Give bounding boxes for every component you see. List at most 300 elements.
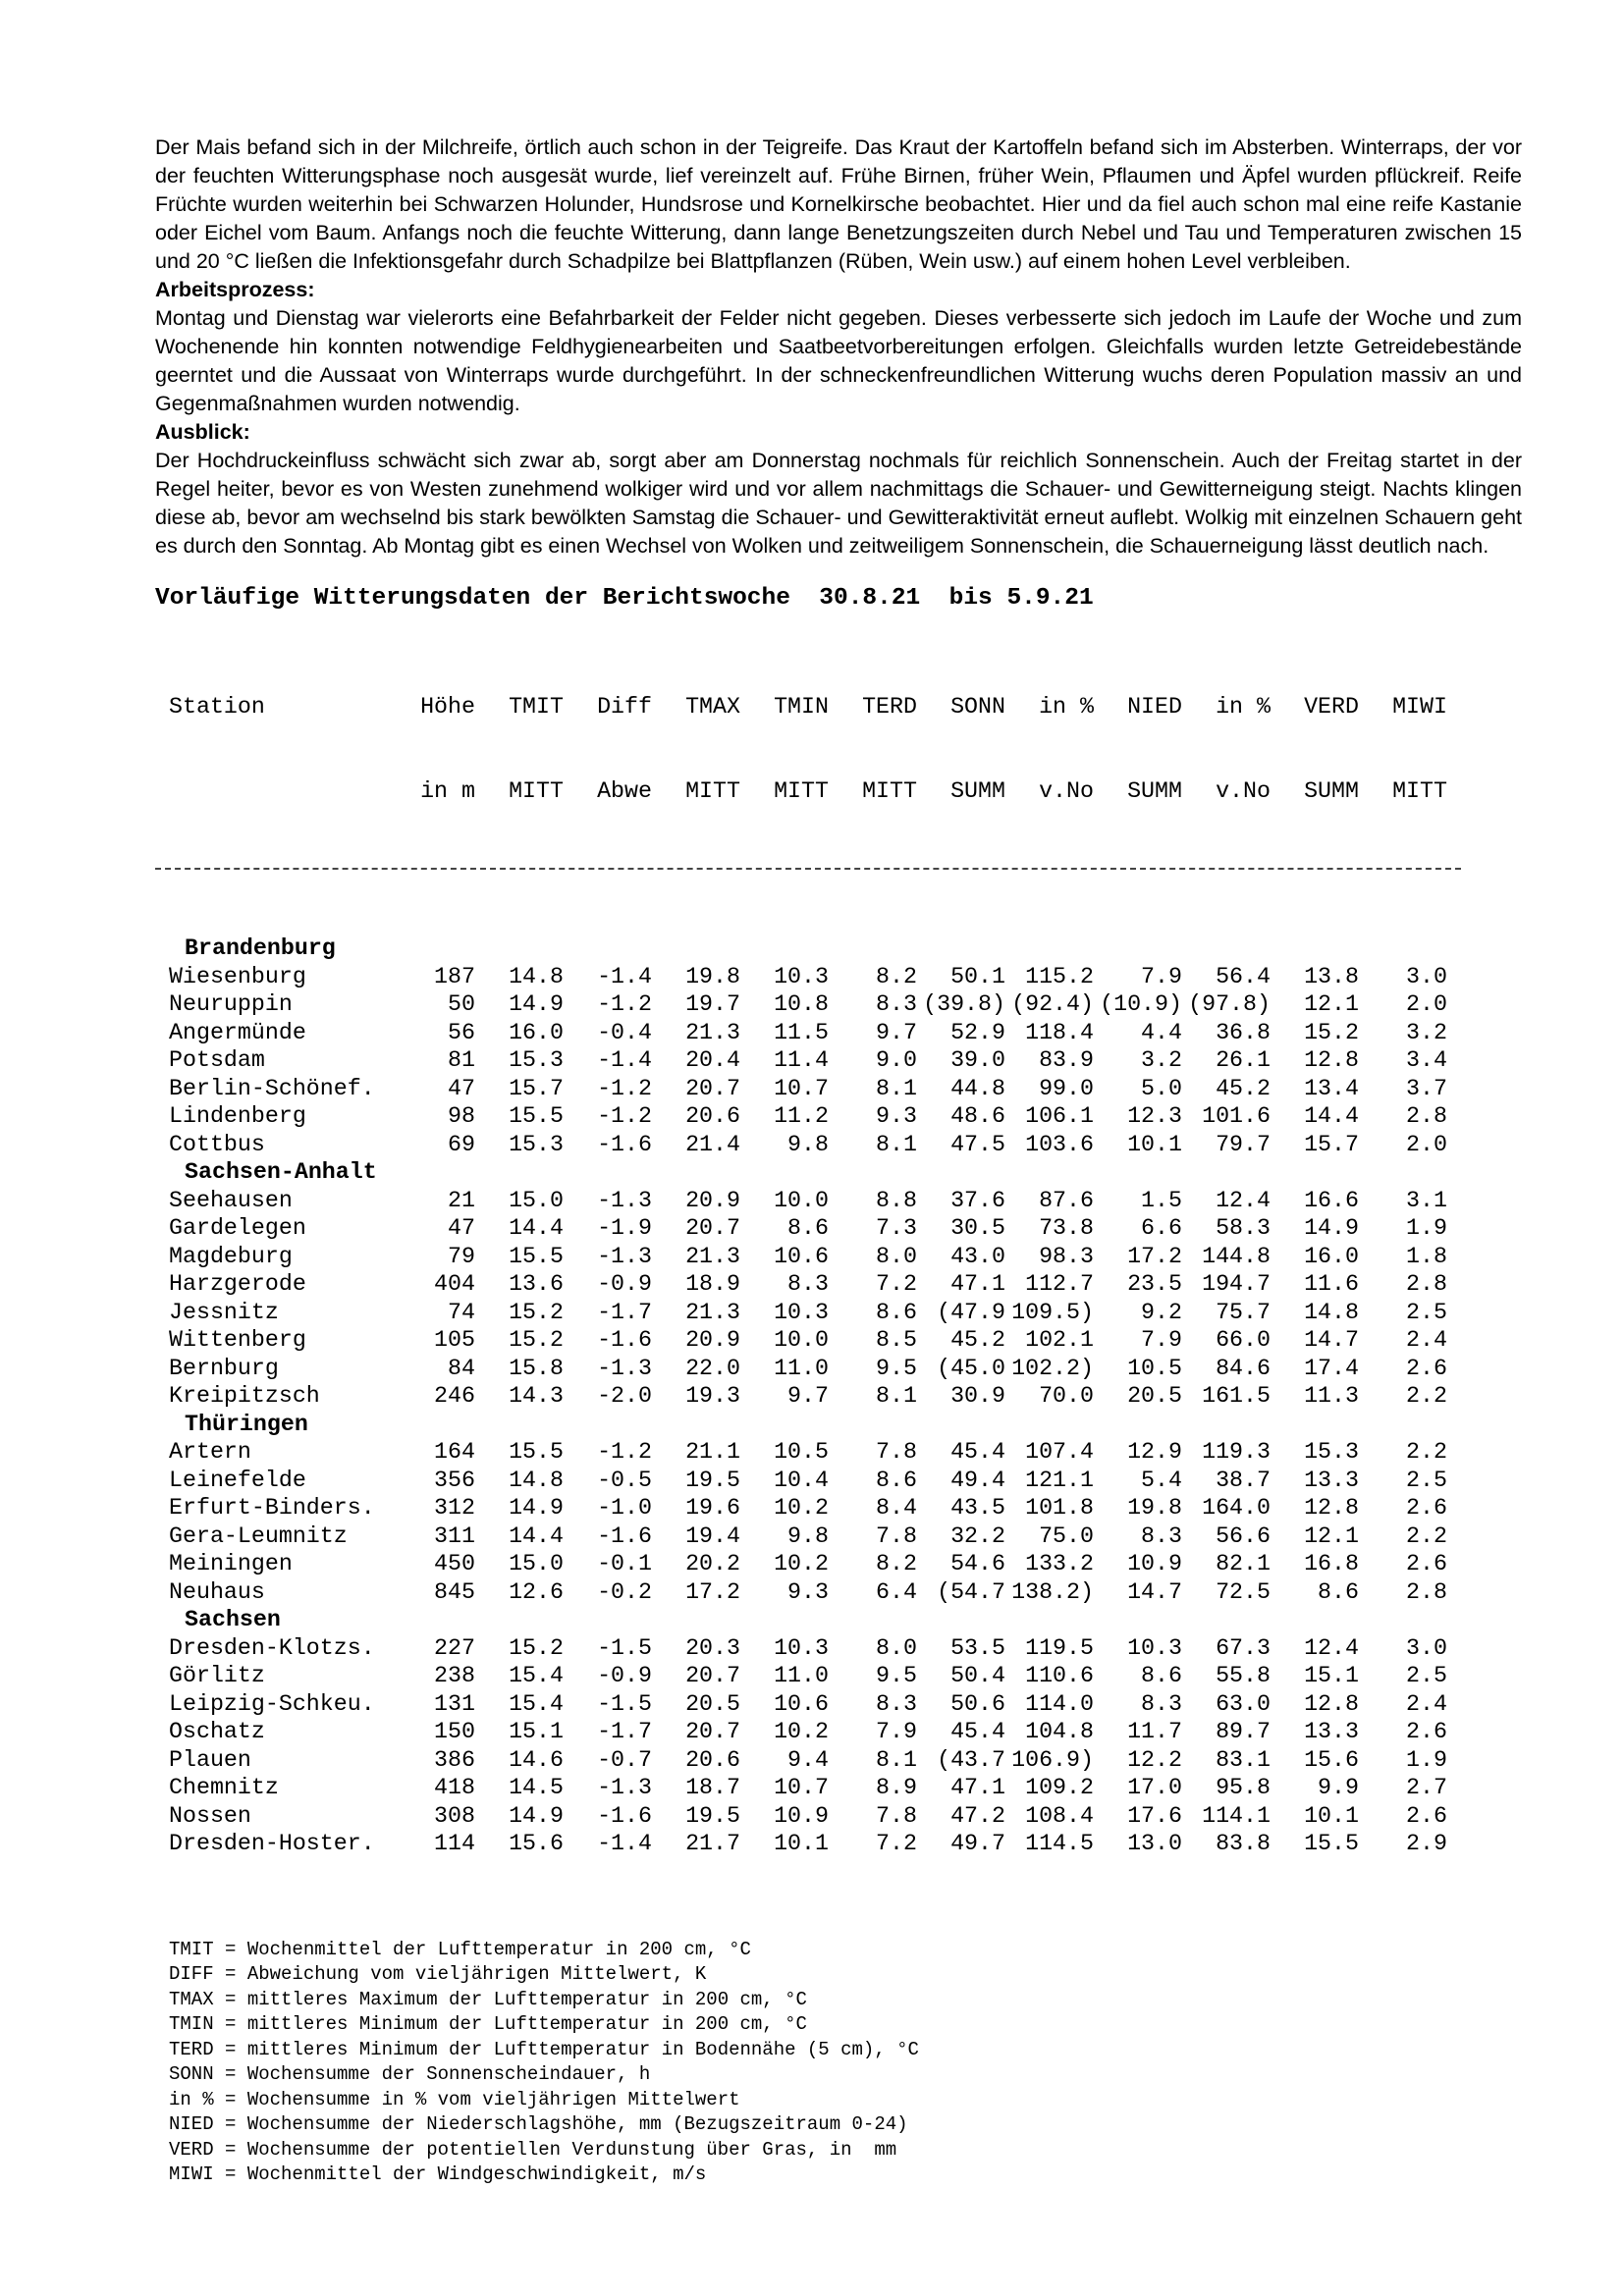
table-cell: 87.6 [1039, 1187, 1094, 1213]
table-cell: 49.4 [950, 1467, 1005, 1493]
table-cell: 10.1 [1127, 1131, 1182, 1157]
region-heading: Thüringen [185, 1411, 308, 1437]
table-cell: 5.4 [1141, 1467, 1182, 1493]
table-cell: 7.8 [876, 1522, 917, 1549]
table-cell: 8.1 [876, 1131, 917, 1157]
table-cell: 227 [434, 1634, 475, 1661]
table-cell: 386 [434, 1746, 475, 1773]
table-row [155, 1382, 1522, 1411]
table-row [155, 1774, 1522, 1802]
table-cell: 15.4 [509, 1690, 564, 1717]
table-cell: 8.3 [1141, 1690, 1182, 1717]
table-header-row-2 [155, 777, 1522, 806]
table-cell: 2.9 [1406, 1831, 1447, 1856]
table-cell: 8.6 [787, 1215, 829, 1241]
legend-item: SONN = Wochensumme der Sonnenscheindauer, h [169, 2063, 651, 2085]
table-cell: (45.0 [937, 1355, 1005, 1381]
station-name: Neuhaus [169, 1578, 265, 1605]
table-cell: -1.5 [597, 1690, 652, 1717]
table-cell: 21.1 [685, 1439, 740, 1465]
station-name: Nossen [169, 1802, 251, 1829]
column-header: MITT [862, 777, 917, 804]
table-cell: 15.5 [509, 1103, 564, 1129]
table-cell: 47.1 [950, 1271, 1005, 1297]
table-cell: 15.0 [509, 1551, 564, 1576]
table-cell: 3.0 [1406, 963, 1447, 989]
table-cell: 110.6 [1025, 1663, 1094, 1688]
table-cell: -1.4 [597, 1047, 652, 1073]
table-cell: 19.6 [685, 1495, 740, 1521]
table-cell: 56.4 [1216, 963, 1271, 989]
station-name: Leipzig-Schkeu. [169, 1690, 375, 1717]
table-cell: 2.6 [1406, 1802, 1447, 1829]
table-cell: 12.8 [1304, 1047, 1359, 1073]
table-cell: 114.5 [1025, 1831, 1094, 1856]
table-cell: 12.1 [1304, 1522, 1359, 1549]
table-cell: -1.2 [597, 991, 652, 1017]
table-cell: 15.3 [509, 1047, 564, 1073]
table-cell: 19.8 [685, 963, 740, 989]
table-cell: 15.1 [1304, 1663, 1359, 1688]
table-cell: 20.2 [685, 1551, 740, 1576]
table-cell: -1.7 [597, 1299, 652, 1325]
table-cell: 112.7 [1025, 1271, 1094, 1297]
table-cell: 8.3 [1141, 1522, 1182, 1549]
table-cell: 19.5 [685, 1467, 740, 1493]
table-cell: 17.2 [1127, 1243, 1182, 1269]
table-cell: 121.1 [1025, 1467, 1094, 1493]
table-cell: 161.5 [1202, 1383, 1271, 1409]
table-cell: 10.8 [774, 991, 829, 1017]
table-cell: 47 [448, 1075, 475, 1101]
table-cell: 9.5 [876, 1663, 917, 1688]
table-cell: 418 [434, 1775, 475, 1800]
station-name: Plauen [169, 1746, 251, 1773]
table-cell: 8.2 [876, 963, 917, 989]
table-cell: 103.6 [1025, 1131, 1094, 1157]
table-cell: 17.4 [1304, 1355, 1359, 1381]
table-cell: 7.2 [876, 1831, 917, 1856]
column-header: TERD [862, 694, 917, 720]
table-cell: 404 [434, 1271, 475, 1297]
table-cell: -1.6 [597, 1131, 652, 1157]
table-cell: 9.4 [787, 1746, 829, 1773]
legend-item: TMIT = Wochenmittel der Lufttemperatur in 200 cm, °C [169, 1938, 751, 1960]
table-cell: 10.7 [774, 1075, 829, 1101]
table-cell: 74 [448, 1299, 475, 1325]
table-cell: 20.7 [685, 1215, 740, 1241]
table-cell: 75.7 [1216, 1299, 1271, 1325]
table-cell: (10.9) [1100, 991, 1182, 1017]
table-cell: 16.0 [509, 1019, 564, 1045]
table-cell: 2.6 [1406, 1495, 1447, 1521]
table-cell: 2.8 [1406, 1578, 1447, 1605]
table-cell: 72.5 [1216, 1578, 1271, 1605]
table-cell: 8.2 [876, 1551, 917, 1576]
table-cell: -1.6 [597, 1327, 652, 1353]
table-cell: 12.9 [1127, 1439, 1182, 1465]
legend [155, 1938, 1522, 2188]
table-cell: 44.8 [950, 1075, 1005, 1101]
table-cell: 11.2 [774, 1103, 829, 1129]
table-cell: 10.2 [774, 1495, 829, 1521]
table-cell: (97.8) [1188, 991, 1271, 1017]
table-cell: 8.5 [876, 1327, 917, 1353]
table-cell: 15.7 [1304, 1131, 1359, 1157]
table-cell: 1.8 [1406, 1243, 1447, 1269]
table-cell: 15.6 [509, 1831, 564, 1856]
table-cell: 20.3 [685, 1634, 740, 1661]
table-cell: 21.4 [685, 1131, 740, 1157]
table-cell: 10.3 [774, 963, 829, 989]
table-cell: 10.0 [774, 1327, 829, 1353]
station-name: Chemnitz [169, 1775, 279, 1800]
region-heading: Sachsen-Anhalt [185, 1159, 377, 1185]
table-cell: 14.8 [509, 1467, 564, 1493]
column-header: NIED [1127, 694, 1182, 720]
table-cell: -1.3 [597, 1775, 652, 1800]
table-cell: 2.8 [1406, 1271, 1447, 1297]
table-cell: 101.6 [1202, 1103, 1271, 1129]
table-cell: 83.9 [1039, 1047, 1094, 1073]
table-cell: 102.1 [1025, 1327, 1094, 1353]
table-cell: 8.9 [876, 1775, 917, 1800]
table-cell: 19.8 [1127, 1495, 1182, 1521]
table-cell: 70.0 [1039, 1383, 1094, 1409]
table-cell: 45.4 [950, 1719, 1005, 1744]
legend-item: in % = Wochensumme in % vom vieljährigen Mittelwert [169, 2088, 740, 2110]
table-cell: 8.6 [876, 1299, 917, 1325]
table-cell: 14.5 [509, 1775, 564, 1800]
table-cell: 119.5 [1025, 1634, 1094, 1661]
table-cell: 150 [434, 1719, 475, 1744]
table-cell: 10.0 [774, 1187, 829, 1213]
table-cell: -2.0 [597, 1383, 652, 1409]
table-cell: 15.2 [509, 1327, 564, 1353]
table-cell: 238 [434, 1663, 475, 1688]
table-cell: 10.6 [774, 1690, 829, 1717]
table-cell: 15.2 [1304, 1019, 1359, 1045]
column-header: MIWI [1392, 694, 1447, 720]
table-cell: 11.6 [1304, 1271, 1359, 1297]
outlook-paragraph: Der Hochdruckeinfluss schwächt sich zwar ab, sorgt aber am Donnerstag nochmals für reichlich Sonnenschein. Auch der Freitag startet in der Regel heiter, bevor es von Westen zunehmend wolkiger wird und vor allem nachmittags die Schauer- und Gewitterneigung steigt. Nachts klingen diese ab, bevor am wechselnd bis stark bewölkten Samstag die Schauer- und Gewitteraktivität erneut auflebt. Wolkig mit einzelnen Schauern geht es durch den Sonntag. Ab Montag gibt es einen Wechsel von Wolken und zeitweiligem Sonnenschein, die Schauerneigung lässt deutlich nach. [155, 449, 1522, 558]
table-cell: 8.6 [1141, 1663, 1182, 1688]
station-name: Erfurt-Binders. [169, 1495, 375, 1521]
table-cell: 2.4 [1406, 1690, 1447, 1717]
table-cell: 95.8 [1216, 1775, 1271, 1800]
station-name: Wiesenburg [169, 963, 306, 989]
table-cell: 356 [434, 1467, 475, 1493]
table-cell: 47.1 [950, 1775, 1005, 1800]
table-cell: 109.2 [1025, 1775, 1094, 1800]
table-cell: 131 [434, 1690, 475, 1717]
table-cell: 20.4 [685, 1047, 740, 1073]
table-cell: (47.9 [937, 1299, 1005, 1325]
table-cell: 20.5 [1127, 1383, 1182, 1409]
table-cell: -1.4 [597, 963, 652, 989]
table-cell: 13.3 [1304, 1467, 1359, 1493]
table-cell: 12.6 [509, 1578, 564, 1605]
table-row [155, 1634, 1522, 1663]
table-cell: 1.9 [1406, 1215, 1447, 1241]
table-row [155, 1662, 1522, 1690]
table-cell: 15.5 [509, 1439, 564, 1465]
table-cell: -0.5 [597, 1467, 652, 1493]
table-cell: 115.2 [1025, 963, 1094, 989]
table-cell: -1.6 [597, 1802, 652, 1829]
table-cell: -1.2 [597, 1103, 652, 1129]
table-cell: 16.6 [1304, 1187, 1359, 1213]
table-cell: 21.3 [685, 1019, 740, 1045]
table-cell: 99.0 [1039, 1075, 1094, 1101]
table-cell: 4.4 [1141, 1019, 1182, 1045]
table-cell: 3.0 [1406, 1634, 1447, 1661]
station-name: Angermünde [169, 1019, 306, 1045]
legend-item: VERD = Wochensumme der potentiellen Verdunstung über Gras, in mm [169, 2138, 897, 2161]
table-cell: 14.3 [509, 1383, 564, 1409]
table-cell: -0.9 [597, 1271, 652, 1297]
table-cell: 9.5 [876, 1355, 917, 1381]
table-cell: 14.7 [1127, 1578, 1182, 1605]
table-cell: 8.0 [876, 1243, 917, 1269]
station-name: Oschatz [169, 1719, 265, 1744]
table-cell: 9.7 [876, 1019, 917, 1045]
table-cell: 20.6 [685, 1103, 740, 1129]
table-cell: 20.6 [685, 1746, 740, 1773]
table-cell: 7.9 [1141, 1327, 1182, 1353]
crop-status-paragraph: Der Mais befand sich in der Milchreife, örtlich auch schon in der Teigreife. Das Kraut der Kartoffeln befand sich im Absterben. Winterraps, der vor der feuchten Witterungsphase noch ausgesät wurde, lief vereinzelt auf. Frühe Birnen, früher Wein, Pflaumen und Äpfel wurden pflückreif. Reife Früchte wurden weiterhin bei Schwarzen Holunder, Hundsrose und Kornelkirsche beobachtet. Hier und da fiel auch schon mal eine reife Kastanie oder Eichel vom Baum. Anfangs noch die feuchte Witterung, dann lange Benetzungszeiten durch Nebel und Tau und Temperaturen zwischen 15 und 20 °C ließen die Infektionsgefahr durch Schadpilze bei Blattpflanzen (Rüben, Wein usw.) auf einem hohen Level verbleiben. [155, 135, 1522, 273]
table-title: Vorläufige Witterungsdaten der Berichtswoche 30.8.21 bis 5.9.21 [155, 585, 1094, 612]
table-cell: 79 [448, 1243, 475, 1269]
table-row [155, 1578, 1522, 1607]
column-header: Station [169, 694, 265, 720]
table-cell: 19.3 [685, 1383, 740, 1409]
column-header: Abwe [597, 777, 652, 804]
table-divider [155, 868, 1461, 870]
table-cell: 21.7 [685, 1831, 740, 1856]
table-cell: 8.1 [876, 1746, 917, 1773]
table-row [155, 1467, 1522, 1495]
column-header: MITT [685, 777, 740, 804]
table-row [155, 1522, 1522, 1551]
table-cell: 14.4 [509, 1522, 564, 1549]
table-cell: 10.1 [774, 1831, 829, 1856]
table-cell: 83.8 [1216, 1831, 1271, 1856]
table-cell: 84 [448, 1355, 475, 1381]
table-cell: 9.8 [787, 1522, 829, 1549]
table-cell: 50.6 [950, 1690, 1005, 1717]
table-cell: -1.2 [597, 1075, 652, 1101]
table-cell: 15.7 [509, 1075, 564, 1101]
table-cell: 2.5 [1406, 1467, 1447, 1493]
table-cell: 102.2) [1011, 1355, 1094, 1381]
table-cell: 83.1 [1216, 1746, 1271, 1773]
table-cell: 20.9 [685, 1327, 740, 1353]
table-cell: 12.8 [1304, 1495, 1359, 1521]
table-cell: 3.4 [1406, 1047, 1447, 1073]
region-heading: Brandenburg [185, 935, 336, 961]
station-name: Cottbus [169, 1131, 265, 1157]
document-page [155, 133, 1522, 2188]
table-row [155, 1718, 1522, 1746]
table-row [155, 1326, 1522, 1355]
table-cell: 10.9 [1127, 1551, 1182, 1576]
table-cell: 187 [434, 963, 475, 989]
table-cell: 1.5 [1141, 1187, 1182, 1213]
legend-item: TERD = mittleres Minimum der Lufttemperatur in Bodennähe (5 cm), °C [169, 2038, 919, 2060]
column-header: TMAX [685, 694, 740, 720]
table-cell: 2.6 [1406, 1355, 1447, 1381]
table-row [155, 1102, 1522, 1131]
table-cell: 311 [434, 1522, 475, 1549]
table-cell: 114 [434, 1831, 475, 1856]
table-cell: 14.9 [509, 991, 564, 1017]
column-header: TMIN [774, 694, 829, 720]
table-cell: 75.0 [1039, 1522, 1094, 1549]
table-row [155, 1438, 1522, 1467]
table-cell: 9.9 [1318, 1775, 1359, 1800]
column-header: MITT [774, 777, 829, 804]
table-cell: 47.5 [950, 1131, 1005, 1157]
outlook-heading: Ausblick: [155, 420, 250, 444]
table-cell: 18.9 [685, 1271, 740, 1297]
table-row [155, 1494, 1522, 1522]
station-name: Dresden-Hoster. [169, 1831, 375, 1856]
table-row [155, 1802, 1522, 1831]
table-cell: 9.3 [876, 1103, 917, 1129]
table-row [155, 1746, 1522, 1775]
table-cell: (43.7 [937, 1746, 1005, 1773]
table-cell: 20.5 [685, 1690, 740, 1717]
table-cell: 2.8 [1406, 1103, 1447, 1129]
table-cell: (92.4) [1011, 991, 1094, 1017]
table-cell: 5.0 [1141, 1075, 1182, 1101]
table-cell: 89.7 [1216, 1719, 1271, 1744]
table-cell: 119.3 [1202, 1439, 1271, 1465]
station-name: Görlitz [169, 1663, 265, 1688]
table-cell: 9.8 [787, 1131, 829, 1157]
table-cell: 15.4 [509, 1663, 564, 1688]
table-cell: 98 [448, 1103, 475, 1129]
table-cell: 98.3 [1039, 1243, 1094, 1269]
table-cell: 7.8 [876, 1439, 917, 1465]
table-cell: 2.7 [1406, 1775, 1447, 1800]
table-cell: (54.7 [937, 1578, 1005, 1605]
legend-item: TMAX = mittleres Maximum der Lufttemperatur in 200 cm, °C [169, 1988, 807, 2010]
table-cell: 12.1 [1304, 991, 1359, 1017]
table-cell: 73.8 [1039, 1215, 1094, 1241]
table-cell: 15.8 [509, 1355, 564, 1381]
table-cell: (39.8) [923, 991, 1005, 1017]
table-cell: 82.1 [1216, 1551, 1271, 1576]
legend-item: NIED = Wochensumme der Niederschlagshöhe, mm (Bezugszeitraum 0-24) [169, 2113, 908, 2135]
table-cell: 14.9 [509, 1495, 564, 1521]
table-cell: 14.8 [1304, 1299, 1359, 1325]
table-cell: 133.2 [1025, 1551, 1094, 1576]
column-header: VERD [1304, 694, 1359, 720]
column-header: v.No [1216, 777, 1271, 804]
table-row [155, 1187, 1522, 1215]
table-cell: 15.3 [1304, 1439, 1359, 1465]
region-heading: Sachsen [185, 1607, 281, 1632]
table-cell: 53.5 [950, 1634, 1005, 1661]
table-cell: 56.6 [1216, 1522, 1271, 1549]
table-cell: 47.2 [950, 1802, 1005, 1829]
table-row [155, 990, 1522, 1019]
table-cell: 2.0 [1406, 1131, 1447, 1157]
table-cell: 10.9 [774, 1802, 829, 1829]
table-cell: 14.9 [1304, 1215, 1359, 1241]
table-cell: 15.6 [1304, 1746, 1359, 1773]
column-header: SUMM [1127, 777, 1182, 804]
table-cell: 55.8 [1216, 1663, 1271, 1688]
table-cell: 36.8 [1216, 1019, 1271, 1045]
table-cell: 9.2 [1141, 1299, 1182, 1325]
station-name: Lindenberg [169, 1103, 306, 1129]
table-cell: -1.3 [597, 1243, 652, 1269]
table-cell: 20.7 [685, 1075, 740, 1101]
table-cell: 7.8 [876, 1802, 917, 1829]
table-cell: 15.5 [509, 1243, 564, 1269]
table-cell: 45.4 [950, 1439, 1005, 1465]
table-cell: 10.5 [1127, 1355, 1182, 1381]
table-cell: 8.1 [876, 1075, 917, 1101]
table-row [155, 1046, 1522, 1075]
column-header: in m [420, 777, 475, 804]
table-cell: 15.0 [509, 1187, 564, 1213]
table-cell: 2.0 [1406, 991, 1447, 1017]
table-cell: 3.2 [1141, 1047, 1182, 1073]
table-cell: 17.0 [1127, 1775, 1182, 1800]
table-row [155, 1270, 1522, 1299]
table-cell: 21 [448, 1187, 475, 1213]
table-cell: 12.3 [1127, 1103, 1182, 1129]
table-cell: 37.6 [950, 1187, 1005, 1213]
table-row [155, 1299, 1522, 1327]
table-cell: 11.4 [774, 1047, 829, 1073]
table-cell: 63.0 [1216, 1690, 1271, 1717]
table-cell: 45.2 [1216, 1075, 1271, 1101]
table-cell: 2.4 [1406, 1327, 1447, 1353]
table-cell: 84.6 [1216, 1355, 1271, 1381]
table-cell: 8.6 [1318, 1578, 1359, 1605]
table-cell: 7.2 [876, 1271, 917, 1297]
legend-item: TMIN = mittleres Minimum der Lufttemperatur in 200 cm, °C [169, 2013, 807, 2035]
station-name: Bernburg [169, 1355, 279, 1381]
table-cell: 20.9 [685, 1187, 740, 1213]
legend-item: DIFF = Abweichung vom vieljährigen Mittelwert, K [169, 1963, 707, 1985]
table-cell: 109.5) [1011, 1299, 1094, 1325]
table-cell: 3.1 [1406, 1187, 1447, 1213]
station-name: Potsdam [169, 1047, 265, 1073]
table-cell: -0.7 [597, 1746, 652, 1773]
column-header: SONN [950, 694, 1005, 720]
table-cell: -1.6 [597, 1522, 652, 1549]
table-cell: 15.3 [509, 1131, 564, 1157]
table-cell: 108.4 [1025, 1802, 1094, 1829]
table-cell: 50 [448, 991, 475, 1017]
work-process-paragraph: Montag und Dienstag war vielerorts eine Befahrbarkeit der Felder nicht gegeben. Dieses verbesserte sich jedoch im Laufe der Woche und zum Wochenende hin konnten notwendige Feldhygienearbeiten und Saatbeetvorbereitungen erfolgen. Gleichfalls wurden letzte Getreidebestände geerntet und die Aussaat von Winterraps wurde durchgeführt. In der schneckenfreundlichen Witterung wuchs deren Population massiv an und Gegenmaßnahmen wurden notwendig. [155, 306, 1522, 415]
table-cell: 11.0 [774, 1663, 829, 1688]
table-cell: 18.7 [685, 1775, 740, 1800]
table-cell: 52.9 [950, 1019, 1005, 1045]
table-cell: 194.7 [1202, 1271, 1271, 1297]
station-name: Berlin-Schönef. [169, 1075, 375, 1101]
table-cell: 67.3 [1216, 1634, 1271, 1661]
table-cell: 8.0 [876, 1634, 917, 1661]
weather-data-table [155, 637, 1522, 1914]
table-cell: 312 [434, 1495, 475, 1521]
